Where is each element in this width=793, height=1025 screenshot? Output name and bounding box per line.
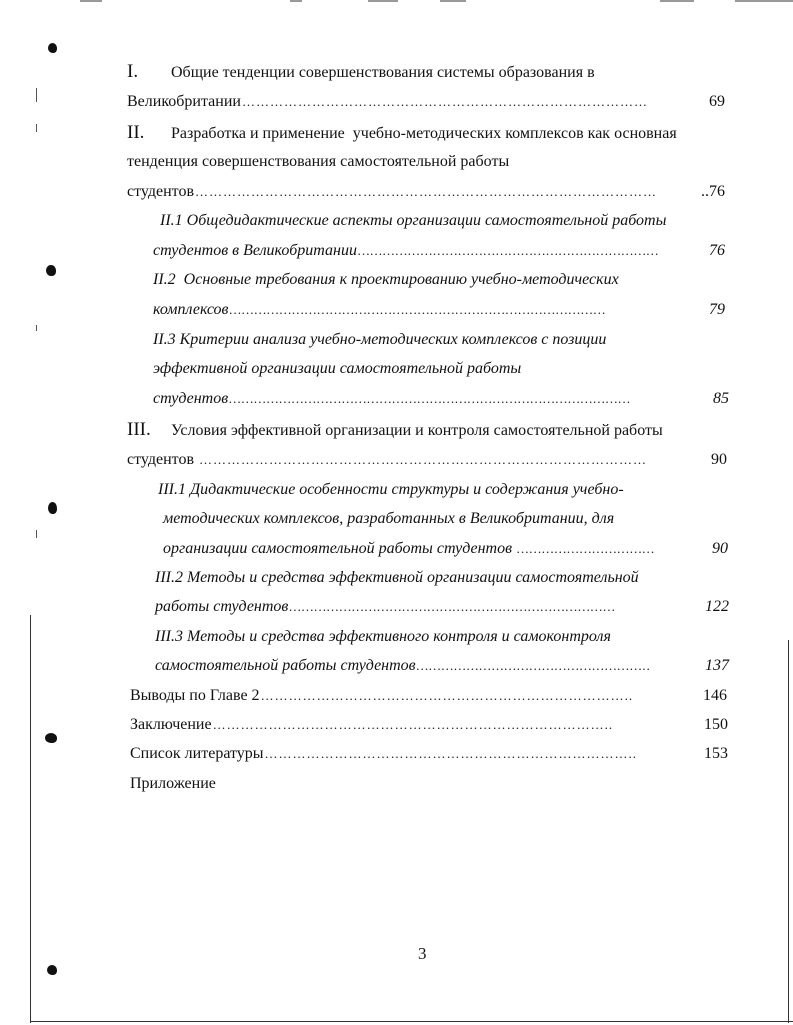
entry-page: 76 xyxy=(709,242,725,259)
toc-entry xyxy=(130,744,728,764)
entry-title: Выводы по Главе 2 xyxy=(130,687,260,704)
entry-title: методических комплексов, разработанных в Великобритании, для xyxy=(163,510,615,527)
chapter-title: Разработка и применение учебно-методических комплексов как основная xyxy=(171,125,677,142)
entry-title: Приложение xyxy=(130,775,216,792)
entry-title: студентов xyxy=(153,390,229,407)
entry-page: 150 xyxy=(704,716,728,733)
entry-title: III.3 Методы и средства эффективного контроля и самоконтроля xyxy=(155,628,611,645)
entry-title: II.2 Основные требования к проектированию учебно-методических xyxy=(153,271,619,288)
entry-page: 146 xyxy=(703,687,727,704)
entry-title: самостоятельной работы студентов xyxy=(155,657,416,674)
scan-artifact xyxy=(735,0,793,2)
chapter-title: Общие тенденции совершенствования системы образования в xyxy=(171,64,595,81)
binder-hole-mark xyxy=(46,265,56,276)
scan-artifact xyxy=(80,0,102,2)
entry-title: Список литературы xyxy=(130,745,264,762)
entry-page: 153 xyxy=(704,745,728,762)
dot-leader: …………………………………………………………………………………… xyxy=(199,452,648,467)
entry-page: 122 xyxy=(705,598,729,615)
dot-leader: …………………………… xyxy=(517,541,656,556)
dot-leader: ……………………………………………….. xyxy=(416,658,652,673)
scan-border-left xyxy=(30,615,31,1023)
entry-page: 90 xyxy=(712,540,728,557)
scan-artifact xyxy=(36,88,37,102)
binder-hole-mark xyxy=(48,502,57,514)
entry-page: 90 xyxy=(711,451,727,468)
binder-hole-mark xyxy=(45,733,57,743)
scan-artifact xyxy=(440,0,466,2)
toc-chapter-2-heading xyxy=(127,123,737,144)
entry-title: эффективной организации самостоятельной работы xyxy=(153,360,522,377)
toc-entry xyxy=(130,715,728,735)
entry-title: III.2 Методы и средства эффективной организации самостоятельной xyxy=(155,569,639,586)
toc-entry xyxy=(127,450,727,470)
entry-title: работы студентов xyxy=(155,598,289,615)
toc-chapter-1-heading xyxy=(127,62,727,83)
toc-section-heading xyxy=(155,568,727,588)
toc-section-heading xyxy=(153,270,725,290)
toc-entry xyxy=(153,241,725,261)
entry-page: 69 xyxy=(709,93,725,110)
entry-title: тенденция совершенствования самостоятельной работы xyxy=(127,153,510,170)
entry-title: студентов в Великобритании xyxy=(153,242,357,259)
toc-entry xyxy=(127,92,725,112)
scan-artifact xyxy=(36,325,37,331)
entry-title: студентов xyxy=(127,183,195,200)
toc-entry xyxy=(163,539,728,559)
chapter-numeral: II. xyxy=(127,122,145,143)
chapter-numeral: III. xyxy=(127,419,151,440)
page-number: 3 xyxy=(418,944,427,963)
toc-entry-continued xyxy=(153,359,725,379)
toc-entry-continued xyxy=(163,509,726,529)
scan-artifact xyxy=(36,530,37,538)
scan-artifact xyxy=(660,0,694,2)
entry-title: организации самостоятельной работы студентов xyxy=(163,540,517,557)
toc-section-heading xyxy=(158,480,726,500)
dot-leader: …………………………………………………………………….. xyxy=(264,746,638,761)
entry-title: III.1 Дидактические особенности структуры и содержания учебно- xyxy=(158,481,624,498)
entry-page: 79 xyxy=(709,301,725,318)
entry-title: студентов xyxy=(127,451,199,468)
toc-entry xyxy=(155,597,729,617)
binder-hole-mark xyxy=(48,43,57,53)
toc-entry xyxy=(155,656,729,676)
toc-entry xyxy=(153,389,729,409)
scan-artifact xyxy=(368,0,398,2)
dot-leader: ……………………………………………………………………………… xyxy=(229,302,607,317)
binder-hole-mark xyxy=(47,965,57,975)
dot-leader: …………………………………………………………………………………… xyxy=(229,391,632,406)
toc-entry-continued xyxy=(127,152,725,172)
dot-leader: …………………………………………………………………………… xyxy=(241,94,648,109)
entry-title: II.3 Критерии анализа учебно-методических комплексов с позиции xyxy=(153,331,607,348)
entry-title: II.1 Общедидактические аспекты организации самостоятельной работы xyxy=(160,212,667,229)
chapter-title: Условия эффективной организации и контроля самостоятельной работы xyxy=(171,422,663,439)
scan-artifact xyxy=(36,124,37,132)
scan-artifact xyxy=(290,0,302,2)
toc-section-heading xyxy=(153,330,725,350)
toc-entry xyxy=(130,686,727,706)
dot-leader: ……………………………………………………………… xyxy=(357,243,660,258)
dot-leader: …………………………………………………………………….. xyxy=(260,688,634,703)
toc-entry xyxy=(153,300,725,320)
entry-page: 137 xyxy=(705,657,729,674)
dot-leader: ……………………………………………………………………………………… xyxy=(195,184,658,199)
chapter-numeral: I. xyxy=(127,61,139,82)
entry-title: Великобритании xyxy=(127,93,241,110)
toc-chapter-3-heading xyxy=(127,420,737,441)
toc-section-heading xyxy=(160,211,725,231)
scan-border-right xyxy=(788,640,789,1023)
scan-border-bottom xyxy=(30,1021,793,1022)
toc-entry xyxy=(127,182,725,202)
entry-title: Заключение xyxy=(130,716,212,733)
toc-section-heading xyxy=(155,627,727,647)
entry-title: комплексов xyxy=(153,301,229,318)
entry-page: ..76 xyxy=(701,183,725,200)
dot-leader: …………………………………………………………………… xyxy=(289,599,616,614)
dot-leader: ………………………………………………………………………….. xyxy=(212,717,614,732)
toc-entry xyxy=(130,774,430,794)
entry-page: 85 xyxy=(713,390,729,407)
